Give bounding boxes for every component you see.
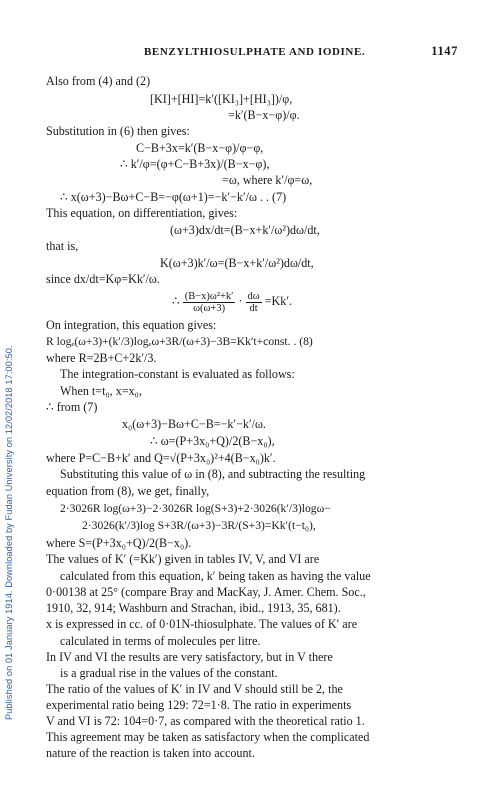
text-line: 1910, 32, 914; Washburn and Strachan, ibid., 1913, 35, 681).	[46, 601, 341, 615]
text-line: since dx/dt=Kφ=Kk′/ω.	[46, 272, 160, 286]
text-line: V and VI is 72: 104=0·7, as compared with the theoretical ratio 1.	[46, 714, 365, 728]
text-line: In IV and VI the results are very satisfactory, but in V there	[46, 650, 333, 664]
equation-line: (ω+3)dx/dt=(B−x+k′/ω²)dω/dt,	[170, 223, 320, 237]
equation-line: [KI]+[HI]=k′([KI₃]+[HI₃])/φ,	[150, 92, 293, 106]
text-line: This agreement may be taken as satisfactory when the complicated	[46, 730, 370, 744]
text-line: nature of the reaction is taken into account.	[46, 746, 255, 760]
equation-line: C−B+3x=k′(B−x−φ)/φ−φ,	[136, 141, 264, 155]
text-line: This equation, on differentiation, gives:	[46, 206, 238, 220]
equation-line: 2·3026R log(ω+3)−2·3026R log(S+3)+2·3026(k′/3)logω−	[60, 502, 331, 515]
text-line: ∴ from (7)	[46, 400, 98, 414]
download-watermark: Published on 01 January 1914. Downloaded by Fudan University on 12/02/2018 17:00:50.	[4, 345, 14, 720]
therefore-symbol: ∴	[172, 294, 180, 308]
equation-line: =ω, where k′/φ=ω,	[222, 173, 313, 187]
fraction-numerator: (B−x)ω²+k′	[184, 290, 234, 302]
derivative-numerator: dω	[247, 290, 260, 302]
text-line: Also from (4) and (2)	[46, 74, 151, 88]
text-line: On integration, this equation gives:	[46, 318, 217, 332]
text-line: calculated in terms of molecules per litre.	[60, 634, 261, 648]
text-line: where R=2B+C+2k′/3.	[46, 351, 157, 365]
running-title: BENZYLTHIOSULPHATE AND IODINE.	[144, 46, 366, 58]
page-number: 1147	[431, 44, 458, 58]
derivative-fraction	[246, 291, 262, 314]
running-header	[60, 44, 460, 60]
equation-line: =k′(B−x−φ)/φ.	[228, 108, 300, 122]
equation-line: When t=t₀, x=x₀,	[60, 384, 142, 398]
text-line: Substituting this value of ω in (8), and subtracting the resulting	[60, 467, 366, 481]
text-line: The integration-constant is evaluated as follows:	[60, 367, 295, 381]
equation-line: ∴ k′/φ=(φ+C−B+3x)/(B−x−φ),	[120, 157, 270, 171]
text-line: The ratio of the values of K′ in IV and V should still be 2, the	[46, 682, 343, 696]
text-line: where S=(P+3x₀+Q)/2(B−x₀).	[46, 536, 192, 550]
equation-line: ∴ ω=(P+3x₀+Q)/2(B−x₀),	[150, 434, 275, 448]
fraction-equation	[172, 288, 292, 314]
text-line: 0·00138 at 25° (compare Bray and MacKay, J. Amer. Chem. Soc.,	[46, 585, 366, 599]
equation-line-8: R logₑ(ω+3)+(k′/3)logₑω+3R/(ω+3)−3B=Kk′t+const. . (8)	[46, 335, 313, 348]
text-line: where P=C−B+k′ and Q=√(P+3x₀)²+4(B−x₀)k′.	[46, 451, 276, 465]
fraction-denominator: ω(ω+3)	[193, 302, 226, 314]
equation-line-7: ∴ x(ω+3)−Bω+C−B=−φ(ω+1)=−k′−k′/ω . . (7)	[60, 190, 287, 204]
text-line: The values of K′ (=Kk′) given in tables IV, V, and VI are	[46, 552, 320, 566]
dot-operator: ·	[238, 294, 243, 308]
derivative-denominator: dt	[249, 302, 258, 314]
text-line: Substitution in (6) then gives:	[46, 124, 190, 138]
fraction	[183, 291, 236, 314]
text-line: equation from (8), we get, finally,	[46, 484, 210, 498]
text-line: calculated from this equation, k′ being taken as having the value	[60, 569, 371, 583]
equation-rhs: =Kk′.	[264, 294, 293, 308]
equation-line: x₀(ω+3)−Bω+C−B=−k′−k′/ω.	[122, 417, 266, 431]
text-line: that is,	[46, 239, 79, 253]
text-line: x is expressed in cc. of 0·01N-thiosulphate. The values of K′ are	[46, 617, 358, 631]
text-line: experimental ratio being 129: 72=1·8. The ratio in experiments	[46, 698, 352, 712]
equation-line: K(ω+3)k′/ω=(B−x+k′/ω²)dω/dt,	[160, 256, 314, 270]
equation-line: 2·3026(k′/3)log S+3R/(ω+3)−3R/(S+3)=Kk′(t−t₀),	[82, 519, 316, 532]
text-line: is a gradual rise in the values of the constant.	[60, 666, 278, 680]
